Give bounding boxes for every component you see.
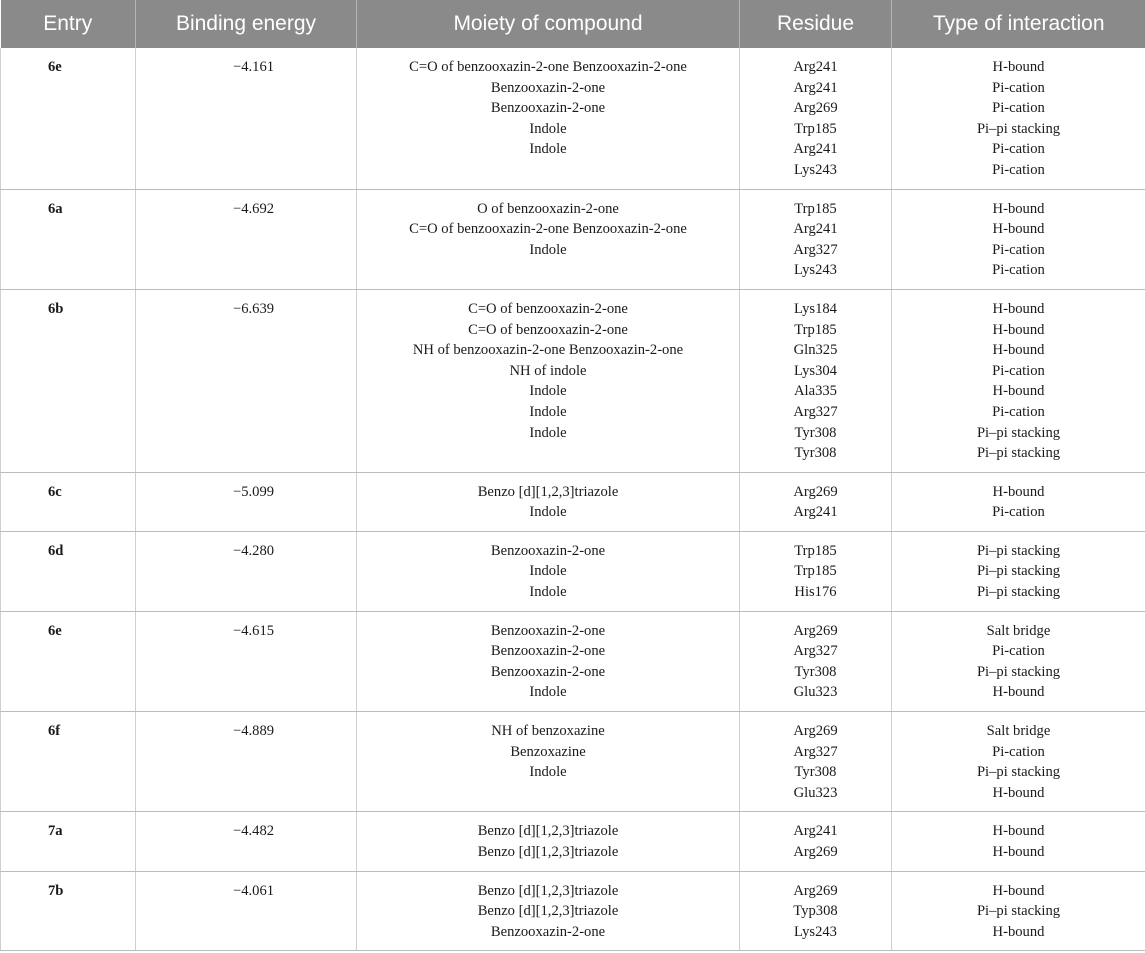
- residue-cell: [740, 472, 892, 531]
- moiety-line: Benzooxazin-2-one: [490, 622, 606, 639]
- interaction-line: Pi-cation: [992, 743, 1045, 760]
- residue-line: Arg269: [793, 723, 838, 740]
- moiety-cell: [357, 531, 740, 611]
- header-row: [1, 0, 1145, 48]
- entry-cell: 6a: [1, 189, 136, 289]
- interaction-line: Pi–pi stacking: [976, 542, 1061, 559]
- moiety-line: Indole: [529, 403, 567, 420]
- binding-energy-cell: −4.615: [136, 611, 357, 711]
- residue-line: Arg241: [793, 504, 838, 521]
- residue-line: Typ308: [793, 903, 838, 920]
- moiety-line: Benzooxazin-2-one: [490, 923, 606, 940]
- residue-line: Glu323: [793, 684, 838, 701]
- interaction-line: H-bound: [992, 221, 1045, 238]
- binding-energy-cell: −4.692: [136, 189, 357, 289]
- moiety-line: Benzooxazin-2-one: [490, 643, 606, 660]
- residue-cell: [740, 611, 892, 711]
- table-body: [1, 48, 1145, 951]
- interaction-cell: [892, 871, 1145, 951]
- moiety-line: Benzooxazin-2-one: [490, 542, 606, 559]
- interaction-cell: [892, 189, 1145, 289]
- moiety-line: Benzo [d][1,2,3]triazole: [477, 903, 619, 920]
- moiety-line: Benzo [d][1,2,3]triazole: [477, 823, 619, 840]
- entry-cell: 6f: [1, 712, 136, 812]
- header-moiety: Moiety of compound: [357, 0, 740, 48]
- interaction-line: Pi–pi stacking: [976, 663, 1061, 680]
- binding-energy-cell: −4.889: [136, 712, 357, 812]
- interaction-cell: [892, 48, 1145, 189]
- residue-line: Trp185: [794, 563, 837, 580]
- residue-line: Trp185: [794, 321, 837, 338]
- interaction-line: H-bound: [992, 200, 1045, 217]
- interaction-line: H-bound: [992, 383, 1045, 400]
- residue-line: Arg269: [793, 622, 838, 639]
- binding-energy-cell: −4.061: [136, 871, 357, 951]
- binding-energy-cell: −6.639: [136, 289, 357, 472]
- residue-cell: [740, 712, 892, 812]
- binding-energy-cell: −4.280: [136, 531, 357, 611]
- moiety-cell: [357, 712, 740, 812]
- table-row: [1, 48, 1145, 189]
- interaction-line: H-bound: [992, 784, 1045, 801]
- moiety-line: C=O of benzooxazin-2-one: [468, 321, 628, 338]
- interaction-line: H-bound: [992, 923, 1045, 940]
- residue-line: Arg327: [793, 241, 838, 258]
- residue-line: Arg327: [793, 403, 838, 420]
- interaction-cell: [892, 812, 1145, 871]
- residue-cell: [740, 289, 892, 472]
- residue-cell: [740, 48, 892, 189]
- moiety-line: Indole: [529, 563, 567, 580]
- moiety-line: Indole: [529, 424, 567, 441]
- moiety-cell: [357, 289, 740, 472]
- moiety-line: Indole: [529, 764, 567, 781]
- table-row: [1, 189, 1145, 289]
- interaction-line: Pi–pi stacking: [976, 563, 1061, 580]
- moiety-line: C=O of benzooxazin-2-one Benzooxazin-2-one: [409, 221, 687, 238]
- residue-line: Lys243: [794, 923, 837, 940]
- header-interaction-type: Type of interaction: [892, 0, 1145, 48]
- moiety-cell: [357, 812, 740, 871]
- residue-line: Ala335: [794, 383, 837, 400]
- header-binding-energy: Binding energy: [136, 0, 357, 48]
- table-row: [1, 289, 1145, 472]
- table-row: [1, 871, 1145, 951]
- moiety-line: Benzo [d][1,2,3]triazole: [477, 483, 619, 500]
- interaction-line: Pi-cation: [992, 79, 1045, 96]
- table-header: [1, 0, 1145, 48]
- residue-line: Arg269: [793, 882, 838, 899]
- interaction-line: H-bound: [992, 321, 1045, 338]
- interaction-line: Salt bridge: [986, 622, 1051, 639]
- interaction-line: Pi-cation: [992, 262, 1045, 279]
- interaction-cell: [892, 289, 1145, 472]
- moiety-line: Benzooxazin-2-one: [490, 79, 606, 96]
- interaction-line: Pi–pi stacking: [976, 424, 1061, 441]
- header-entry: Entry: [1, 0, 136, 48]
- interaction-line: Pi-cation: [992, 100, 1045, 117]
- interaction-line: Pi–pi stacking: [976, 903, 1061, 920]
- interaction-line: Pi–pi stacking: [976, 584, 1061, 601]
- table-row: [1, 812, 1145, 871]
- moiety-line: Benzo [d][1,2,3]triazole: [477, 882, 619, 899]
- interaction-line: H-bound: [992, 59, 1045, 75]
- entry-cell: 6d: [1, 531, 136, 611]
- residue-line: Arg327: [793, 743, 838, 760]
- binding-energy-cell: −5.099: [136, 472, 357, 531]
- interaction-cell: [892, 712, 1145, 812]
- moiety-line: Indole: [529, 241, 567, 258]
- moiety-cell: [357, 189, 740, 289]
- interaction-line: H-bound: [992, 823, 1045, 840]
- moiety-cell: [357, 611, 740, 711]
- interaction-line: Pi-cation: [992, 403, 1045, 420]
- residue-line: Arg241: [793, 823, 838, 840]
- moiety-line: Indole: [529, 584, 567, 601]
- interaction-cell: [892, 531, 1145, 611]
- residue-line: Tyr308: [794, 445, 837, 462]
- moiety-line: Indole: [529, 141, 567, 158]
- moiety-line: NH of indole: [509, 362, 587, 379]
- interaction-cell: [892, 611, 1145, 711]
- residue-line: Lys243: [794, 262, 837, 279]
- interaction-line: H-bound: [992, 844, 1045, 860]
- interaction-line: Pi-cation: [992, 161, 1045, 178]
- interaction-line: Pi-cation: [992, 362, 1045, 379]
- interaction-line: Pi-cation: [992, 241, 1045, 258]
- residue-line: Trp185: [794, 542, 837, 559]
- moiety-line: C=O of benzooxazin-2-one Benzooxazin-2-one: [409, 59, 687, 75]
- residue-line: Arg327: [793, 643, 838, 660]
- binding-energy-cell: −4.482: [136, 812, 357, 871]
- moiety-line: Indole: [529, 383, 567, 400]
- interaction-line: Pi-cation: [992, 643, 1045, 660]
- moiety-cell: [357, 48, 740, 189]
- residue-line: Trp185: [794, 200, 837, 217]
- table-row: [1, 611, 1145, 711]
- interaction-line: Salt bridge: [986, 723, 1051, 740]
- moiety-line: O of benzooxazin-2-one: [477, 200, 619, 217]
- residue-line: His176: [794, 584, 837, 601]
- interaction-line: H-bound: [992, 684, 1045, 701]
- residue-line: Trp185: [794, 120, 837, 137]
- residue-line: Lys304: [794, 362, 837, 379]
- interaction-cell: [892, 472, 1145, 531]
- residue-line: Tyr308: [794, 764, 837, 781]
- moiety-line: Benzoxazine: [510, 743, 586, 760]
- interaction-line: Pi–pi stacking: [976, 445, 1061, 462]
- residue-line: Gln325: [793, 342, 838, 359]
- header-residue: Residue: [740, 0, 892, 48]
- moiety-line: NH of benzoxazine: [491, 723, 605, 740]
- interaction-line: Pi-cation: [992, 504, 1045, 521]
- table-row: [1, 712, 1145, 812]
- moiety-line: Benzooxazin-2-one: [490, 100, 606, 117]
- interaction-line: H-bound: [992, 342, 1045, 359]
- table-row: [1, 531, 1145, 611]
- moiety-line: C=O of benzooxazin-2-one: [468, 300, 628, 317]
- moiety-line: Benzooxazin-2-one: [490, 663, 606, 680]
- interaction-line: H-bound: [992, 483, 1045, 500]
- residue-line: Arg241: [793, 59, 838, 75]
- residue-line: Tyr308: [794, 424, 837, 441]
- residue-line: Glu323: [793, 784, 838, 801]
- residue-line: Tyr308: [794, 663, 837, 680]
- interaction-line: H-bound: [992, 300, 1045, 317]
- residue-cell: [740, 812, 892, 871]
- entry-cell: 6b: [1, 289, 136, 472]
- binding-energy-cell: −4.161: [136, 48, 357, 189]
- interaction-line: Pi–pi stacking: [976, 120, 1061, 137]
- residue-line: Arg269: [793, 100, 838, 117]
- residue-line: Arg241: [793, 79, 838, 96]
- entry-cell: 6e: [1, 48, 136, 189]
- interaction-line: Pi–pi stacking: [976, 764, 1061, 781]
- interaction-line: H-bound: [992, 882, 1045, 899]
- residue-line: Arg269: [793, 844, 838, 860]
- moiety-cell: [357, 472, 740, 531]
- residue-line: Lys184: [794, 300, 837, 317]
- residue-line: Lys243: [794, 161, 837, 178]
- residue-cell: [740, 189, 892, 289]
- interaction-line: Pi-cation: [992, 141, 1045, 158]
- entry-cell: 7b: [1, 871, 136, 951]
- moiety-line: Indole: [529, 504, 567, 521]
- moiety-line: NH of benzooxazin-2-one Benzooxazin-2-one: [412, 342, 684, 359]
- table-row: [1, 472, 1145, 531]
- moiety-line: Indole: [529, 120, 567, 137]
- entry-cell: 7a: [1, 812, 136, 871]
- moiety-line: Benzo [d][1,2,3]triazole: [477, 844, 619, 860]
- entry-cell: 6c: [1, 472, 136, 531]
- entry-cell: 6e: [1, 611, 136, 711]
- residue-cell: [740, 871, 892, 951]
- moiety-line: Indole: [529, 684, 567, 701]
- residue-line: Arg241: [793, 221, 838, 238]
- residue-line: Arg241: [793, 141, 838, 158]
- residue-cell: [740, 531, 892, 611]
- moiety-cell: [357, 871, 740, 951]
- residue-line: Arg269: [793, 483, 838, 500]
